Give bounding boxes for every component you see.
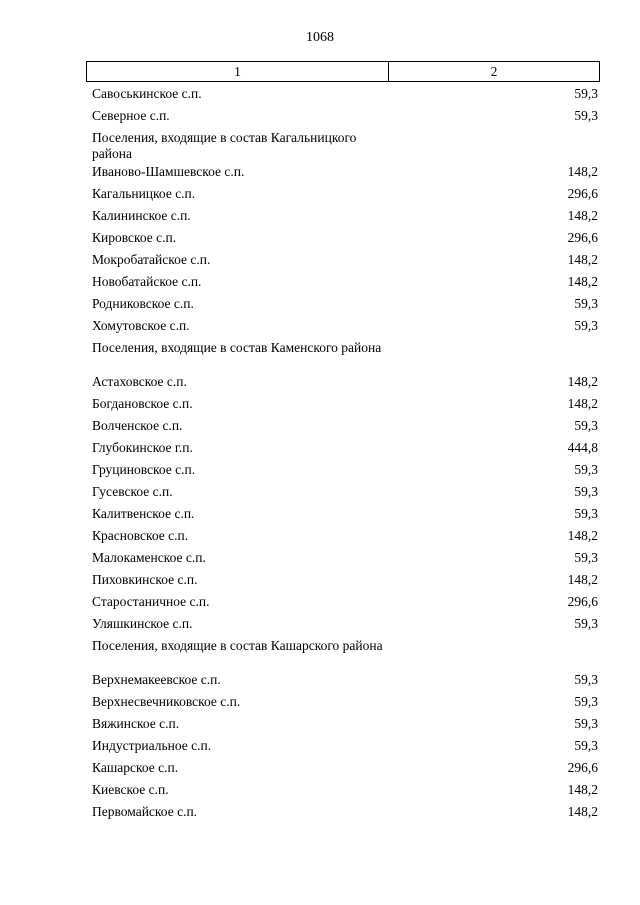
settlement-value: 59,3 xyxy=(574,318,598,333)
table-row xyxy=(92,396,598,418)
settlement-value: 59,3 xyxy=(574,296,598,311)
settlement-value: 296,6 xyxy=(567,230,598,245)
table-row xyxy=(92,374,598,396)
group-heading-row xyxy=(92,638,598,672)
settlement-value: 59,3 xyxy=(574,716,598,731)
table-row xyxy=(92,694,598,716)
table-row xyxy=(92,594,598,616)
settlement-name: Верхнемакеевское с.п. xyxy=(92,672,221,687)
group-heading-row xyxy=(92,340,598,374)
settlement-name: Кашарское с.п. xyxy=(92,760,179,775)
settlement-name: Груциновское с.п. xyxy=(92,462,196,477)
table-row xyxy=(92,230,598,252)
settlement-value: 59,3 xyxy=(574,506,598,521)
settlement-value: 148,2 xyxy=(567,782,598,797)
settlement-value: 148,2 xyxy=(567,208,598,223)
table-row xyxy=(92,418,598,440)
table-row xyxy=(92,760,598,782)
settlement-value: 148,2 xyxy=(567,528,598,543)
settlement-value: 148,2 xyxy=(567,804,598,819)
settlement-name: Вяжинское с.п. xyxy=(92,716,180,731)
settlement-name: Иваново-Шамшевское с.п. xyxy=(92,164,245,179)
settlement-name: Красновское с.п. xyxy=(92,528,189,543)
table-body xyxy=(92,86,598,826)
settlement-value: 148,2 xyxy=(567,396,598,411)
table-row xyxy=(92,462,598,484)
table-header xyxy=(86,61,600,82)
settlement-value: 59,3 xyxy=(574,462,598,477)
settlement-value: 148,2 xyxy=(567,164,598,179)
table-row xyxy=(92,716,598,738)
table-row xyxy=(92,208,598,230)
settlement-name: Гусевское с.п. xyxy=(92,484,173,499)
settlement-name: Новобатайское с.п. xyxy=(92,274,202,289)
settlement-name: Киевское с.п. xyxy=(92,782,169,797)
settlement-value: 59,3 xyxy=(574,86,598,101)
settlement-value: 59,3 xyxy=(574,418,598,433)
table-row xyxy=(92,186,598,208)
table-row xyxy=(92,506,598,528)
settlement-name: Кагальницкое с.п. xyxy=(92,186,196,201)
settlement-name: Верхнесвечниковское с.п. xyxy=(92,694,241,709)
settlement-name: Калитвенское с.п. xyxy=(92,506,195,521)
table-row xyxy=(92,274,598,296)
settlement-name: Хомутовское с.п. xyxy=(92,318,190,333)
settlement-name: Кировское с.п. xyxy=(92,230,177,245)
settlement-name: Первомайское с.п. xyxy=(92,804,198,819)
table-row xyxy=(92,252,598,274)
settlement-name: Богдановское с.п. xyxy=(92,396,193,411)
settlement-value: 148,2 xyxy=(567,274,598,289)
table-row xyxy=(92,616,598,638)
settlement-name: Калининское с.п. xyxy=(92,208,191,223)
settlement-name: Савоськинское с.п. xyxy=(92,86,202,101)
column-header-2: 2 xyxy=(490,63,498,79)
settlement-name: Старостаничное с.п. xyxy=(92,594,210,609)
settlement-name: Волченское с.п. xyxy=(92,418,183,433)
column-header-1: 1 xyxy=(87,62,389,81)
settlement-value: 296,6 xyxy=(567,594,598,609)
settlement-value: 59,3 xyxy=(574,616,598,631)
settlement-value: 59,3 xyxy=(574,550,598,565)
page-number: 1068 xyxy=(306,30,334,45)
table-row xyxy=(92,318,598,340)
settlement-value: 59,3 xyxy=(574,694,598,709)
settlement-name: Астаховское с.п. xyxy=(92,374,187,389)
settlement-value: 296,6 xyxy=(567,186,598,201)
table-row xyxy=(92,86,598,108)
table-row xyxy=(92,164,598,186)
settlement-value: 59,3 xyxy=(574,738,598,753)
settlement-value: 59,3 xyxy=(574,672,598,687)
table-row xyxy=(92,108,598,130)
settlement-value: 59,3 xyxy=(574,108,598,123)
settlement-name: Родниковское с.п. xyxy=(92,296,194,311)
settlement-name: Глубокинское г.п. xyxy=(92,440,193,455)
group-heading-row xyxy=(92,130,598,164)
settlement-value: 444,8 xyxy=(567,440,598,455)
table-row xyxy=(92,782,598,804)
settlement-name: Уляшкинское с.п. xyxy=(92,616,193,631)
group-heading: Поселения, входящие в состав Кагальницкого района xyxy=(92,130,357,161)
group-heading: Поселения, входящие в состав Каменского района xyxy=(92,340,382,355)
settlement-value: 296,6 xyxy=(567,760,598,775)
table-row xyxy=(92,738,598,760)
group-heading: Поселения, входящие в состав Кашарского района xyxy=(92,638,383,653)
settlement-name: Мокробатайское с.п. xyxy=(92,252,211,267)
settlement-value: 148,2 xyxy=(567,572,598,587)
table-row xyxy=(92,440,598,462)
table-row xyxy=(92,528,598,550)
table-row xyxy=(92,484,598,506)
settlement-name: Малокаменское с.п. xyxy=(92,550,206,565)
settlement-name: Северное с.п. xyxy=(92,108,170,123)
table-row xyxy=(92,672,598,694)
settlement-value: 148,2 xyxy=(567,252,598,267)
settlement-value: 148,2 xyxy=(567,374,598,389)
table-row xyxy=(92,550,598,572)
table-row xyxy=(92,804,598,826)
table-row xyxy=(92,572,598,594)
settlement-name: Пиховкинское с.п. xyxy=(92,572,198,587)
settlement-name: Индустриальное с.п. xyxy=(92,738,212,753)
settlement-value: 59,3 xyxy=(574,484,598,499)
table-row xyxy=(92,296,598,318)
